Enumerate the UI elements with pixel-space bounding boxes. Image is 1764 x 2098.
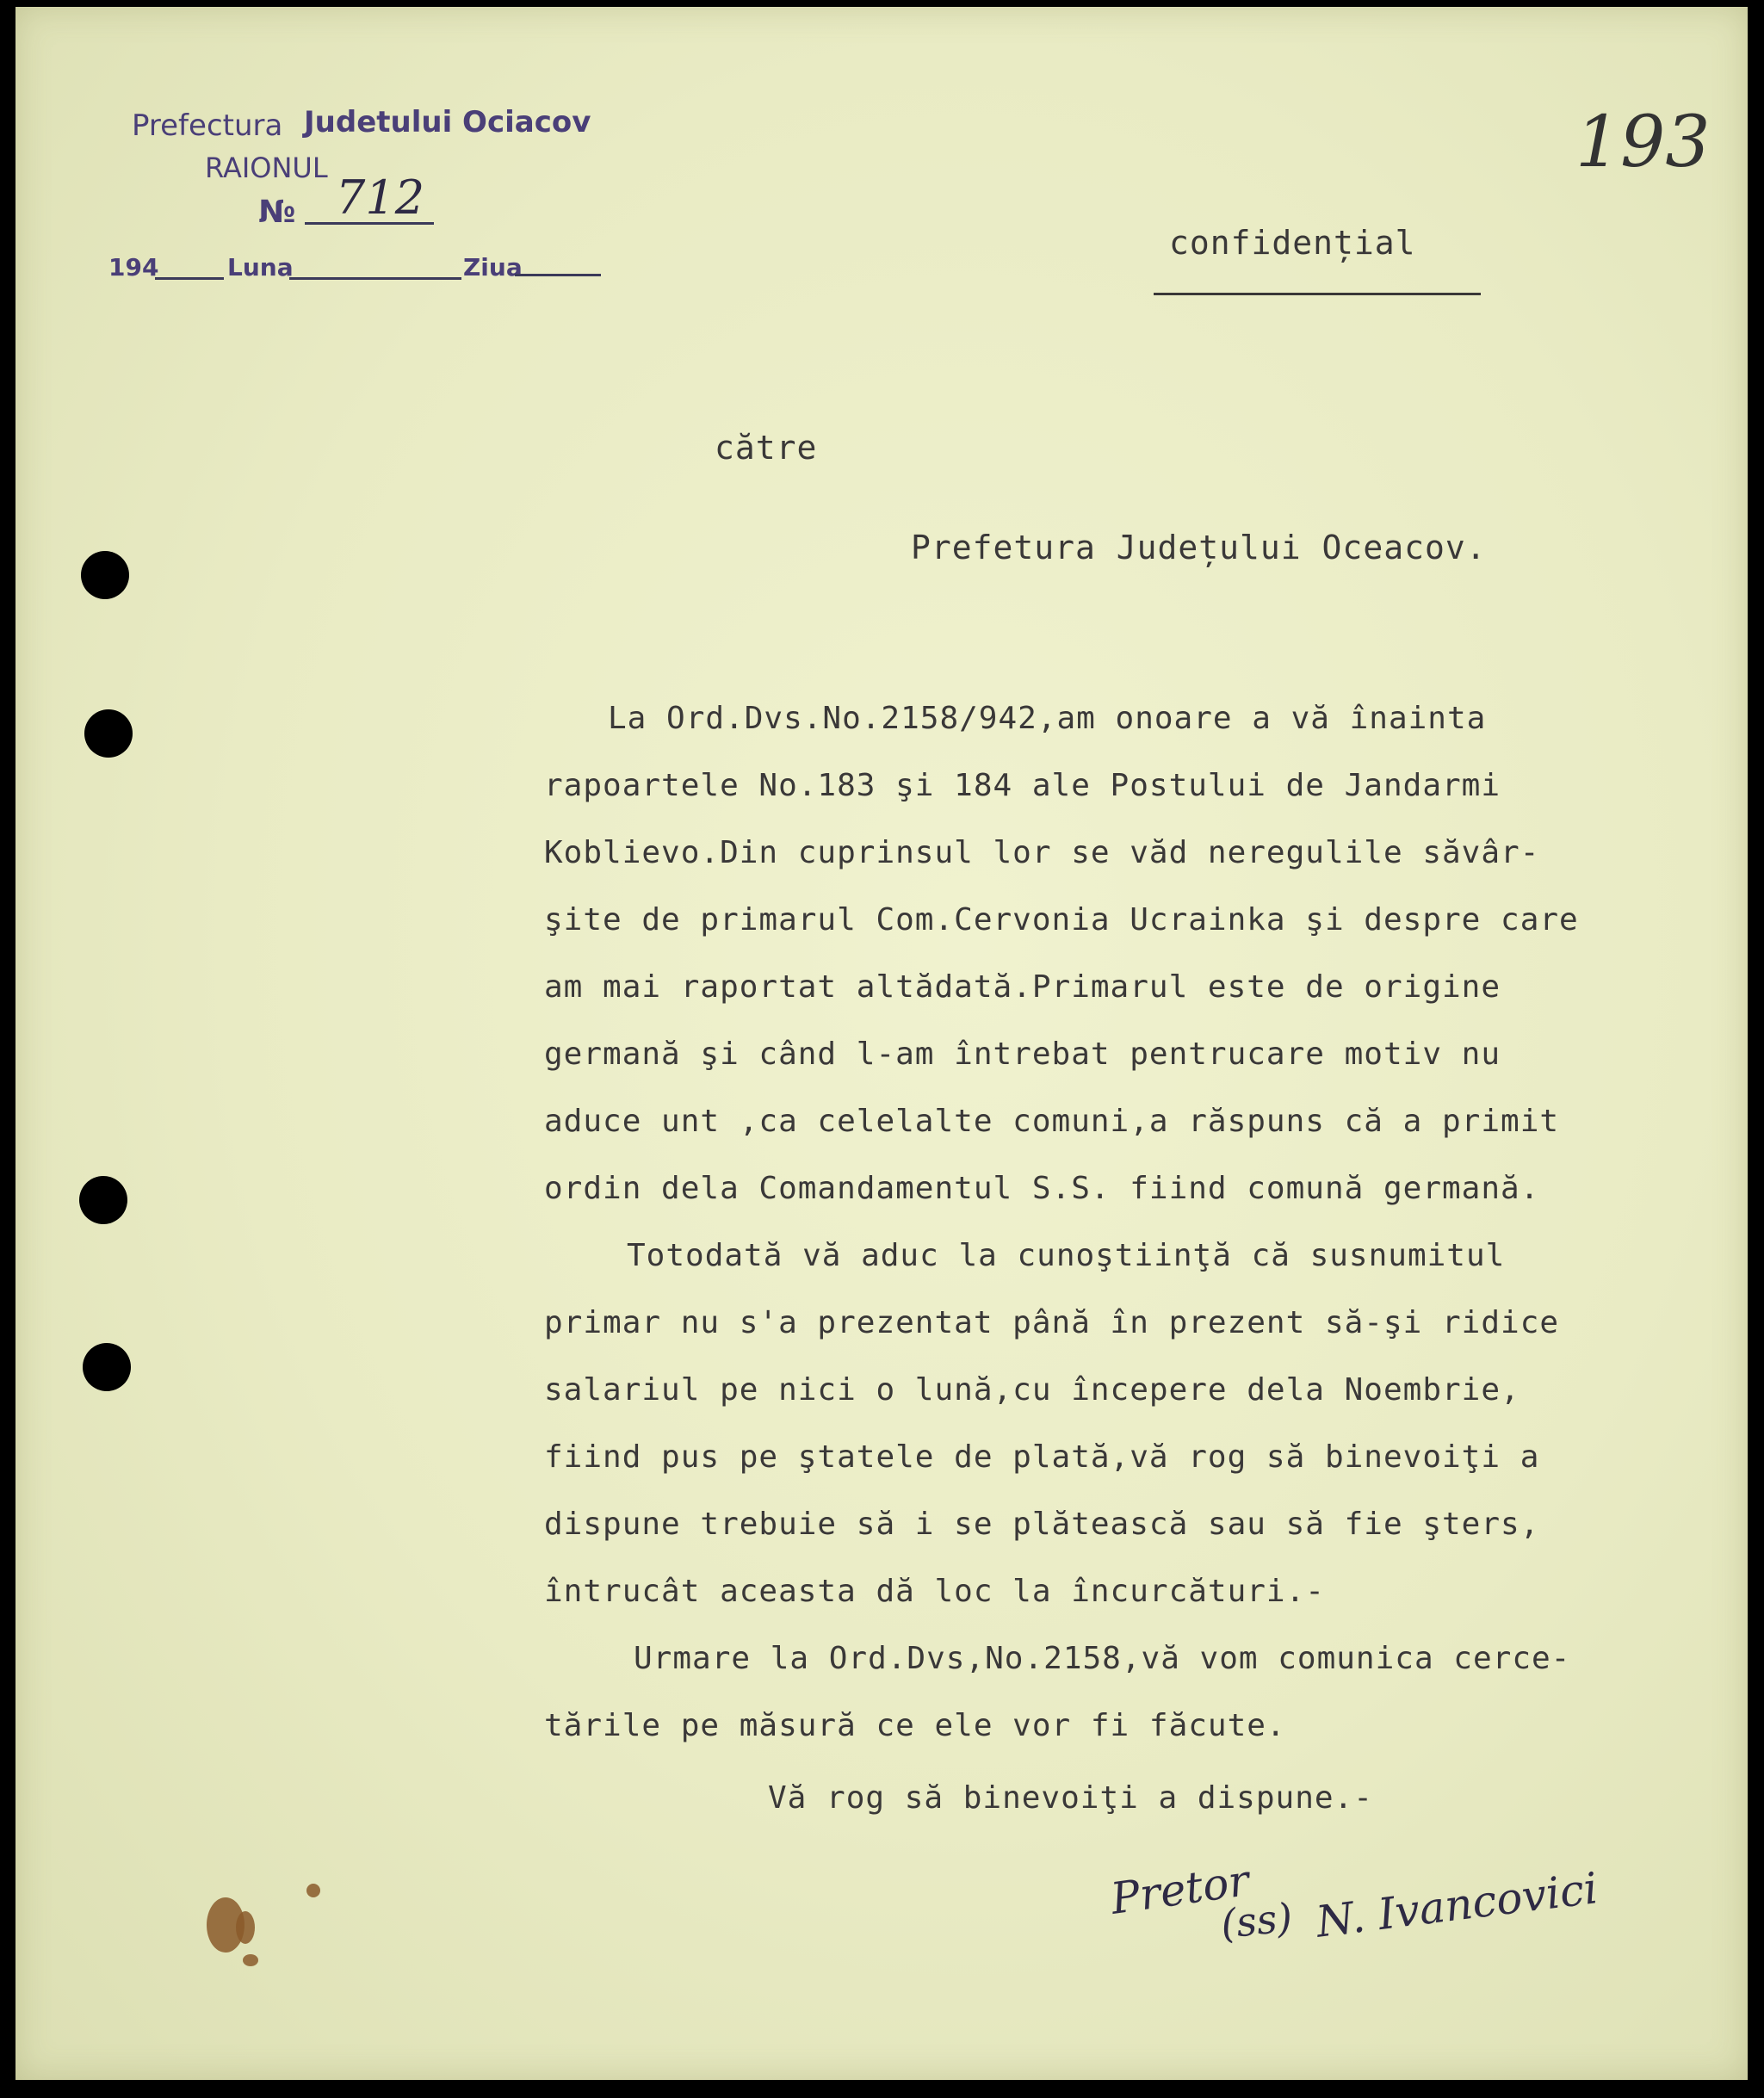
stain-mark <box>243 1954 258 1966</box>
page-number: 193 <box>1575 102 1711 183</box>
stamp-judet-label: Judetului Ociacov <box>304 105 591 139</box>
body-line: fiind pus pe ştatele de plată,vă rog să binevoiţi a <box>544 1439 1540 1475</box>
punch-hole <box>84 709 133 758</box>
body-line: germană şi când l-am întrebat pentrucare motiv nu <box>544 1037 1501 1072</box>
stamp-ziua-line <box>515 274 601 276</box>
addressee-to: către <box>715 429 818 467</box>
punch-hole <box>79 1176 127 1224</box>
signature-title: Pretor <box>1107 1855 1253 1924</box>
body-line: întrucât aceasta dă loc la încurcături.- <box>544 1574 1325 1609</box>
body-line: Urmare la Ord.Dvs,No.2158,vă vom comunica cerce- <box>634 1641 1571 1676</box>
stamp-number-value: 712 <box>336 170 425 225</box>
stamp-year-label: 194 <box>108 253 159 282</box>
punch-hole <box>83 1343 131 1391</box>
stamp-luna-line <box>289 277 461 280</box>
body-line: dispune trebuie să i se plătească sau să fie şters, <box>544 1507 1540 1542</box>
body-line: Totodată vă aduc la cunoştiinţă că susnumitul <box>627 1238 1506 1273</box>
stamp-number-underline <box>305 222 434 225</box>
stain-mark <box>236 1911 255 1944</box>
addressee-name: Prefetura Județului Oceacov. <box>911 529 1487 566</box>
body-line: salariul pe nici o lună,cu începere dela Noembrie, <box>544 1372 1520 1408</box>
body-line: La Ord.Dvs.No.2158/942,am onoare a vă înainta <box>608 701 1487 736</box>
body-line: tările pe măsură ce ele vor fi făcute. <box>544 1708 1286 1743</box>
stamp-raion-label: RAIONUL <box>205 152 328 184</box>
stamp-ziua-label: Ziua <box>463 253 523 282</box>
body-line: şite de primarul Com.Cervonia Ucrainka şi despre care <box>544 902 1579 938</box>
document-page <box>15 7 1748 2080</box>
body-line: primar nu s'a prezentat până în prezent să-şi ridice <box>544 1305 1560 1340</box>
body-line: am mai raportat altădată.Primarul este de origine <box>544 969 1501 1005</box>
stamp-year-line <box>155 277 224 280</box>
signature-ss: (ss) <box>1218 1893 1295 1948</box>
classification-underline <box>1154 293 1481 295</box>
classification-label: confidențial <box>1169 224 1416 262</box>
punch-hole <box>81 551 129 599</box>
body-line: Koblievo.Din cuprinsul lor se văd neregulile săvâr- <box>544 835 1540 870</box>
stain-mark <box>306 1884 320 1897</box>
stamp-luna-label: Luna <box>227 253 294 282</box>
stamp-prefectura-label: Prefectura <box>132 108 283 143</box>
body-line: ordin dela Comandamentul S.S. fiind comună germană. <box>544 1171 1540 1206</box>
stamp-number-label: № <box>258 195 296 230</box>
signature-name: N. Ivancovici <box>1313 1863 1600 1947</box>
body-line: aduce unt ,ca celelalte comuni,a răspuns că a primit <box>544 1104 1560 1139</box>
body-line: Vă rog să binevoiţi a dispune.- <box>768 1780 1373 1816</box>
body-line: rapoartele No.183 şi 184 ale Postului de Jandarmi <box>544 768 1501 803</box>
